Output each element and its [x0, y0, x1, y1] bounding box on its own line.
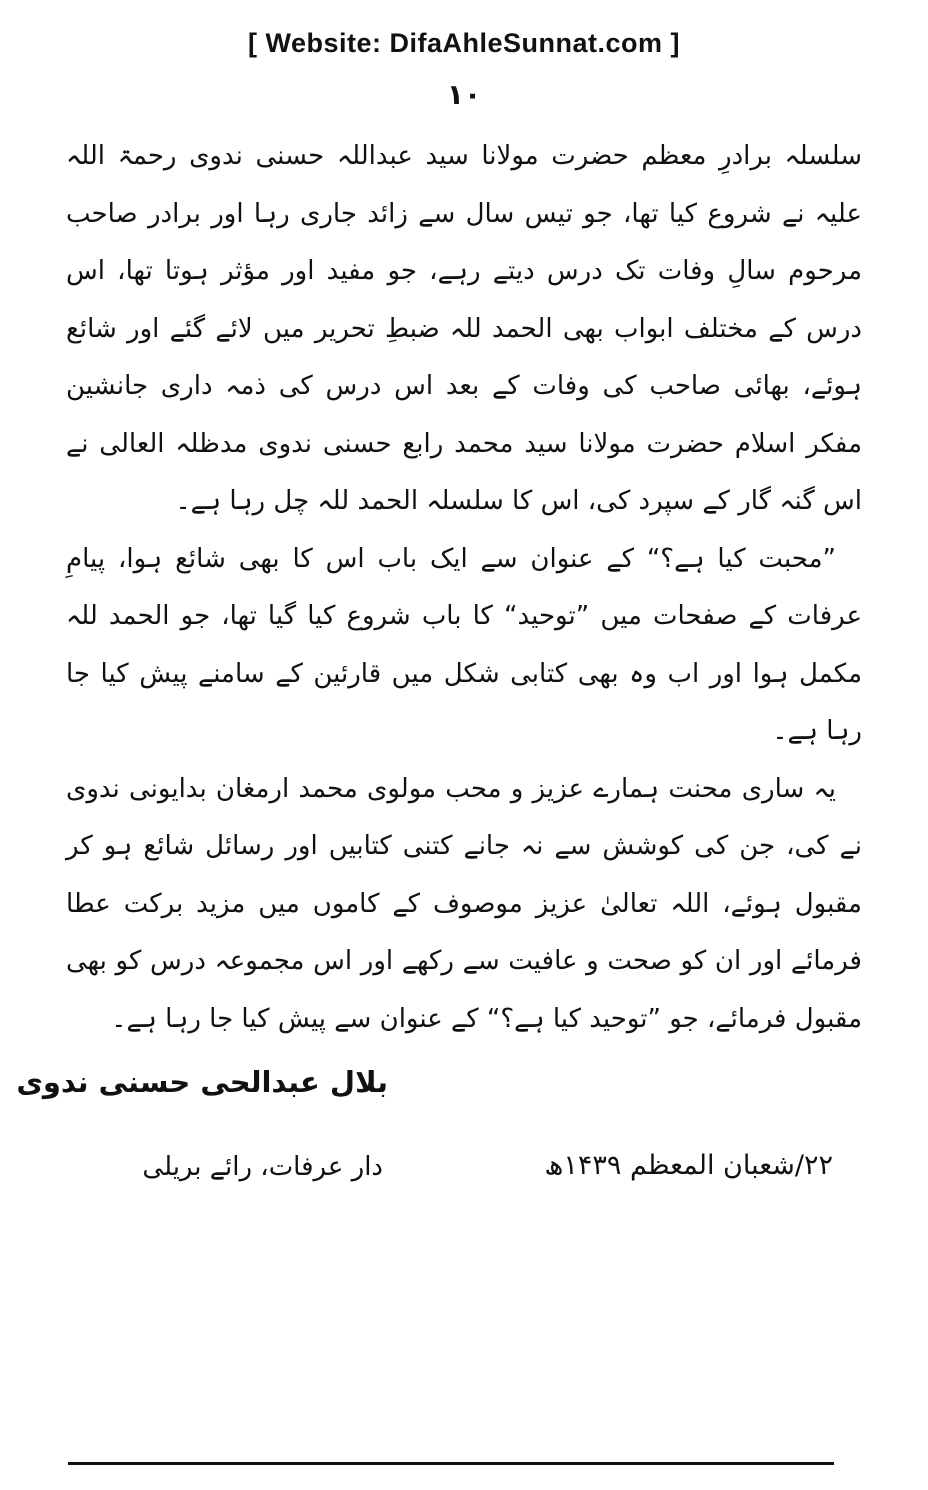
website-header: [ Website: DifaAhleSunnat.com ] — [247, 28, 681, 58]
paragraph-3: یہ ساری محنت ہمارے عزیز و محب مولوی محمد ارمغان بدایونی ندوی نے کی، جن کی کوشش سے نہ جانے کتنی کتابیں اور رسائل شائع ہو کر مقبول ہوئے، اللہ تعالیٰ عزیز موصوف کے کاموں میں مزید برکت عطا فرمائے اور ان کو صحت و عافیت سے رکھے اور اس مجموعہ درس کو بھی مقبول فرمائے، جو ”توحید کیا ہے؟“ کے عنوان سے پیش کیا جا رہا ہے۔ — [66, 773, 862, 1034]
signature-date: ۲۲/شعبان المعظم ۱۴۳۹ھ — [544, 1150, 833, 1181]
page-number: ۱۰ — [446, 78, 482, 111]
signature-place: دار عرفات، رائے بریلی — [142, 1152, 383, 1182]
signature-name: بلال عبدالحی حسنی ندوی — [16, 1065, 388, 1099]
body-text — [66, 128, 862, 1048]
paragraph-2: ”محبت کیا ہے؟“ کے عنوان سے ایک باب اس کا بھی شائع ہوا، پیامِ عرفات کے صفحات میں ”توحید“ کا باب شروع کیا گیا تھا، جو الحمد للہ مکمل ہوا اور اب وہ بھی کتابی شکل میں قارئین کے سامنے پیش کیا جا رہا ہے۔ — [66, 543, 862, 746]
footer-rule — [68, 1462, 834, 1465]
paragraph-1: سلسلہ برادرِ معظم حضرت مولانا سید عبداللہ حسنی ندوی رحمۃ اللہ علیہ نے شروع کیا تھا، جو تیس سال سے زائد جاری رہا اور برادر صاحب مرحوم سالِ وفات تک درس دیتے رہے، جو مفید اور مؤثر ہوتا تھا، اس درس کے مختلف ابواب بھی الحمد للہ ضبطِ تحریر میں لائے گئے اور شائع ہوئے، بھائی صاحب کی وفات کے بعد اس درس کی ذمہ داری جانشین مفکر اسلام حضرت مولانا سید محمد رابع حسنی ندوی مدظلہ العالی نے اس گنہ گار کے سپرد کی، اس کا سلسلہ الحمد للہ چل رہا ہے۔ — [66, 141, 862, 516]
